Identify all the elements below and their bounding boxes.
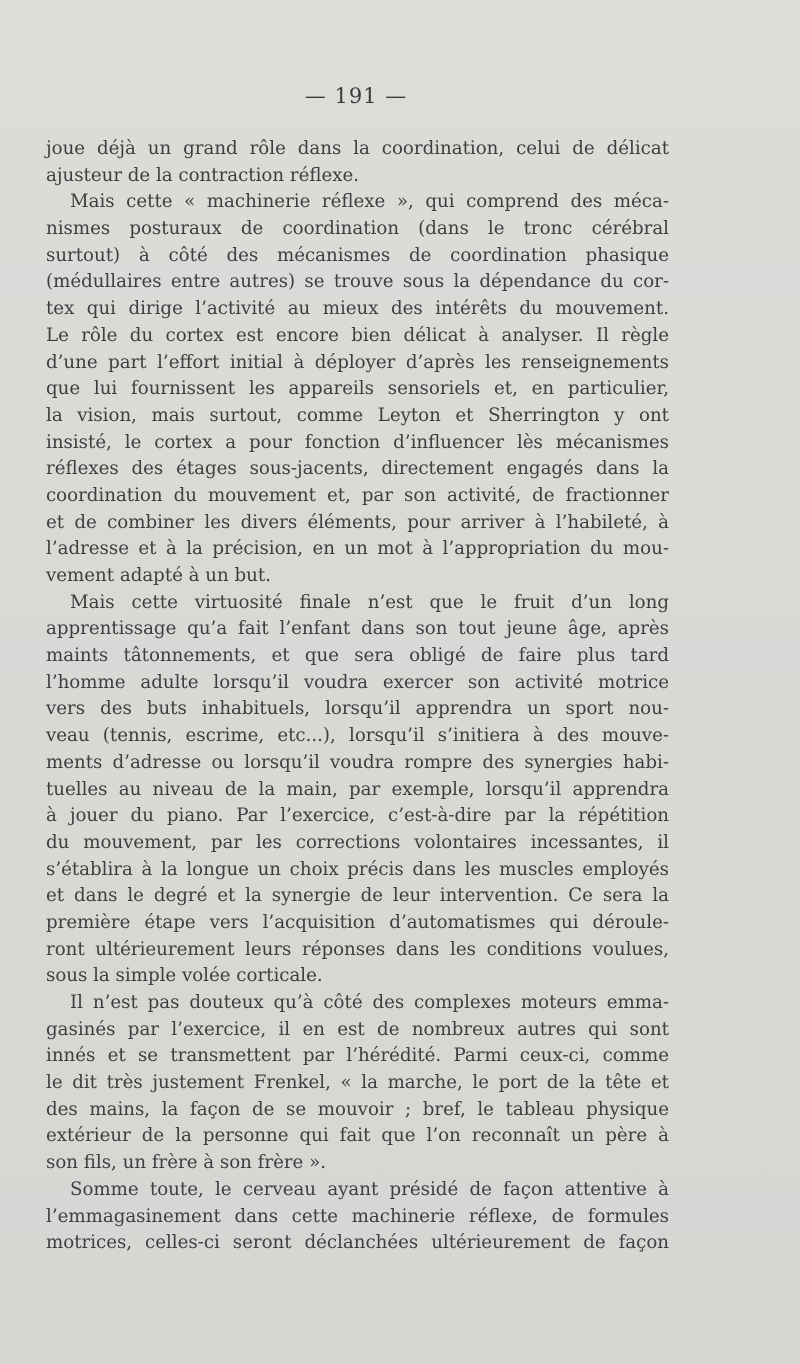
text-line: à jouer du piano. Par l’exercice, c’est-à-dire par la répétition <box>46 805 669 827</box>
text-line: et de combiner les divers éléments, pour arriver à l’habileté, à <box>46 511 669 533</box>
text-line: l’adresse et à la précision, en un mot à l’appropriation du mou- <box>46 538 669 560</box>
text-line: Somme toute, le cerveau ayant présidé de façon attentive à <box>70 1178 669 1200</box>
text-line: extérieur de la personne qui fait que l’on reconnaît un père à <box>46 1125 669 1147</box>
text-line: veau (tennis, escrime, etc...), lorsqu’il s’initiera à des mouve- <box>46 725 669 747</box>
text-line: sous la simple volée corticale. <box>46 965 323 987</box>
text-line: le dit très justement Frenkel, « la marche, le port de la tête et <box>46 1072 669 1094</box>
text-line: Le rôle du cortex est encore bien délicat à analyser. Il règle <box>46 324 669 346</box>
body-text <box>46 136 669 1257</box>
text-line: ments d’adresse ou lorsqu’il voudra rompre des synergies habi- <box>46 751 669 773</box>
text-line: surtout) à côté des mécanismes de coordination phasique <box>46 244 669 266</box>
text-line: insisté, le cortex a pour fonction d’influencer lès mécanismes <box>46 431 669 453</box>
text-line: la vision, mais surtout, comme Leyton et Sherrington y ont <box>46 404 669 426</box>
text-line: s’établira à la longue un choix précis dans les muscles employés <box>46 858 669 880</box>
text-line: gasinés par l’exercice, il en est de nombreux autres qui sont <box>46 1018 669 1040</box>
text-line: vers des buts inhabituels, lorsqu’il apprendra un sport nou- <box>46 698 669 720</box>
text-line: que lui fournissent les appareils sensoriels et, en particulier, <box>46 378 669 400</box>
text-line: Mais cette virtuosité finale n’est que le fruit d’un long <box>70 591 669 613</box>
text-line: Il n’est pas douteux qu’à côté des complexes moteurs emma- <box>70 992 669 1013</box>
text-line: du mouvement, par les corrections volontaires incessantes, il <box>46 831 669 853</box>
text-line: l’emmagasinement dans cette machinerie réflexe, de formules <box>46 1205 669 1227</box>
text-line: d’une part l’effort initial à déployer d’après les renseignements <box>46 351 669 373</box>
text-line: ront ultérieurement leurs réponses dans les conditions voulues, <box>46 938 669 960</box>
text-line: nismes posturaux de coordination (dans le tronc cérébral <box>46 218 669 240</box>
text-line: Mais cette « machinerie réflexe », qui comprend des méca- <box>70 191 669 213</box>
text-line: (médullaires entre autres) se trouve sous la dépendance du cor- <box>46 271 669 293</box>
text-line: tuelles au niveau de la main, par exemple, lorsqu’il apprendra <box>46 778 669 800</box>
text-line: réflexes des étages sous-jacents, directement engagés dans la <box>46 458 669 480</box>
text-line: coordination du mouvement et, par son activité, de fractionner <box>46 484 669 506</box>
text-line: innés et se transmettent par l’hérédité. Parmi ceux-ci, comme <box>46 1045 669 1067</box>
text-line: des mains, la façon de se mouvoir ; bref, le tableau physique <box>46 1098 669 1120</box>
text-line: son fils, un frère à son frère ». <box>46 1152 326 1174</box>
text-line: ajusteur de la contraction réflexe. <box>46 164 360 186</box>
text-line: première étape vers l’acquisition d’automatismes qui déroule- <box>46 911 669 933</box>
text-line: motrices, celles-ci seront déclanchées ultérieurement de façon <box>46 1232 669 1254</box>
text-line: apprentissage qu’a fait l’enfant dans son tout jeune âge, après <box>46 618 669 640</box>
text-line: l’homme adulte lorsqu’il voudra exercer son activité motrice <box>46 671 669 693</box>
page-number: — 191 — <box>304 84 408 108</box>
text-line: joue déjà un grand rôle dans la coordination, celui de délicat <box>46 138 669 159</box>
text-line: et dans le degré et la synergie de leur intervention. Ce sera la <box>46 885 669 907</box>
text-line: tex qui dirige l’activité au mieux des intérêts du mouvement. <box>46 298 669 320</box>
text-line: maints tâtonnements, et que sera obligé de faire plus tard <box>46 645 669 667</box>
text-line: vement adapté à un but. <box>46 565 271 586</box>
